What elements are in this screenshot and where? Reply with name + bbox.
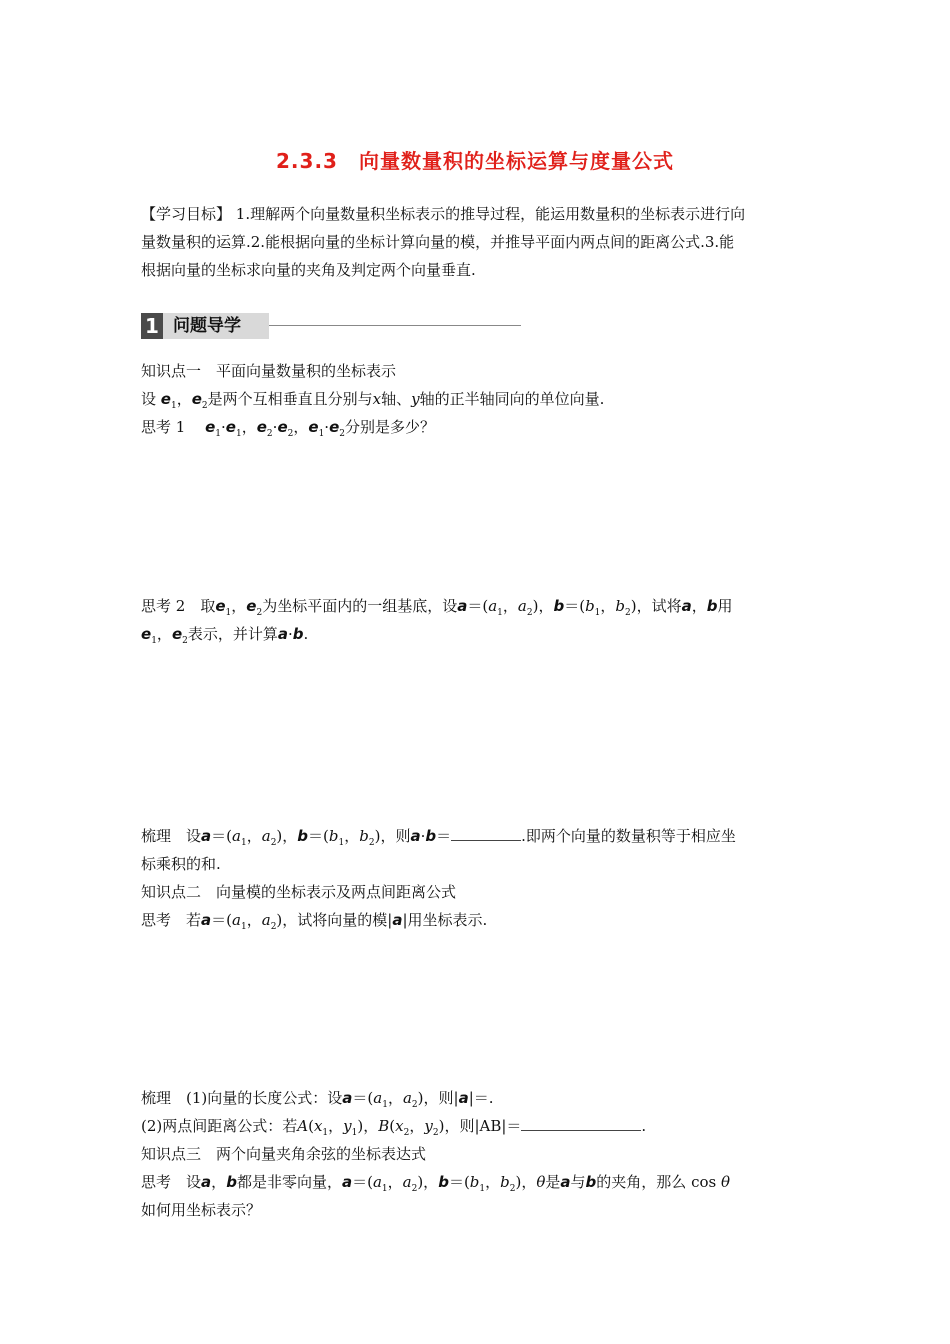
text: ，则|AB|＝ xyxy=(444,1117,522,1135)
objectives-line-1 xyxy=(141,200,811,228)
text: ＝. xyxy=(473,1089,494,1107)
kp2-summary-line1: 梳理 (1)向量的长度公式：设$a=(a_1$，$a_2$)，则|a|＝. xyxy=(141,1089,494,1110)
kp1-think2-line2: $e_1$，$e_2$表示，并计算a·b. xyxy=(141,625,309,646)
text: (2)两点间距离公式：若 xyxy=(141,1117,298,1135)
think-label: 思考 xyxy=(141,911,172,929)
think-label: 思考 2 xyxy=(141,597,186,615)
think-label: 思考 1 xyxy=(141,418,186,436)
section-number: 1 xyxy=(141,313,163,339)
page-title: 2.3.3 向量数量积的坐标运算与度量公式 xyxy=(276,149,674,173)
text: 用坐标表示. xyxy=(407,911,488,929)
kp3-heading: 知识点三 两个向量夹角余弦的坐标表达式 xyxy=(141,1145,427,1163)
kp2-heading: 知识点二 向量模的坐标表示及两点间距离公式 xyxy=(141,883,457,901)
text: 用 xyxy=(717,597,733,615)
kp1-setup: 设 $e_1$，$e_2$是两个互相垂直且分别与x轴、y轴的正半轴同向的单位向量. xyxy=(141,390,605,411)
section-label: 问题导学 xyxy=(163,313,269,339)
kp1-summary-line1: 梳理 设$a=(a_1$，$a_2$)，$b=(b_1$，$b_2$)，则a·b＝ .即两个向量的数量积等于相应坐 xyxy=(141,822,811,857)
text: (1)向量的长度公式：设 xyxy=(186,1089,343,1107)
kp1-summary-line2: 标乘积的和. xyxy=(141,855,221,873)
text: 与 xyxy=(570,1173,586,1191)
summary-label: 梳理 xyxy=(141,1089,172,1107)
answer-blank xyxy=(451,824,521,841)
text: 轴、 xyxy=(381,390,412,408)
text: 是 xyxy=(545,1173,561,1191)
kp2-think: 思考 若$a=(a_1$，$a_2$)，试将向量的模|a|用坐标表示. xyxy=(141,911,488,932)
kp3-think-line1: 思考 设a，b都是非零向量，$a=(a_1$，$a_2$)，$b=(b_1$，$b_2$)，θ是a与b的夹角，那么 cos θ xyxy=(141,1173,731,1194)
text: 的夹角，那么 cos xyxy=(596,1173,717,1191)
text: 取 xyxy=(200,597,216,615)
think-label: 思考 xyxy=(141,1173,172,1191)
text: 设 xyxy=(186,1173,202,1191)
kp1-think1: 思考 1 $e_1\cdot e_1$，$e_2\cdot e_2$，$e_1\cdot e_2$分别是多少？ xyxy=(141,418,436,439)
objectives-line-2: 量数量积的运算.2.能根据向量的坐标计算向量的模，并推导平面内两点间的距离公式.3.能 xyxy=(141,233,735,251)
objectives-line-3: 根据向量的坐标求向量的夹角及判定两个向量垂直. xyxy=(141,261,476,279)
text: . xyxy=(641,1117,647,1135)
text: ，则 xyxy=(380,827,411,845)
objectives-text-1: 1.理解两个向量数量积坐标表示的推导过程，能运用数量积的坐标表示进行向 xyxy=(235,205,746,223)
summary-label: 梳理 xyxy=(141,827,172,845)
text: ，试将 xyxy=(636,597,682,615)
kp3-think-line2: 如何用坐标表示？ xyxy=(141,1201,262,1219)
text: .即两个向量的数量积等于相应坐 xyxy=(521,827,736,845)
text: ，试将向量的模 xyxy=(282,911,388,929)
text: 是两个互相垂直且分别与 xyxy=(207,390,373,408)
kp1-think2-line1: 思考 2 取$e_1$，$e_2$为坐标平面内的一组基底，设$a=(a_1$，$a_2$)，$b=(b_1$，$b_2$)，试将a，b用 xyxy=(141,597,733,618)
objectives-label: 【学习目标】 xyxy=(141,205,232,223)
text: 都是非零向量， xyxy=(236,1173,342,1191)
text: 设 xyxy=(186,827,202,845)
kp1-heading: 知识点一 平面向量数量积的坐标表示 xyxy=(141,362,397,380)
answer-blank xyxy=(521,1114,641,1131)
text: 若 xyxy=(186,911,202,929)
text: 轴的正半轴同向的单位向量. xyxy=(419,390,605,408)
axis-y: y xyxy=(411,390,420,408)
kp2-distance: (2)两点间距离公式：若$A(x_1$，$y_1$)，$B(x_2$，$y_2$)，则|AB|＝ . xyxy=(141,1112,811,1147)
axis-x: x xyxy=(372,390,382,408)
text: 表示，并计算 xyxy=(187,625,278,643)
text: 设 xyxy=(141,390,157,408)
text: ，则 xyxy=(423,1089,454,1107)
text: 分别是多少？ xyxy=(345,418,436,436)
section-rule xyxy=(269,325,521,326)
text: 为坐标平面内的一组基底，设 xyxy=(262,597,458,615)
